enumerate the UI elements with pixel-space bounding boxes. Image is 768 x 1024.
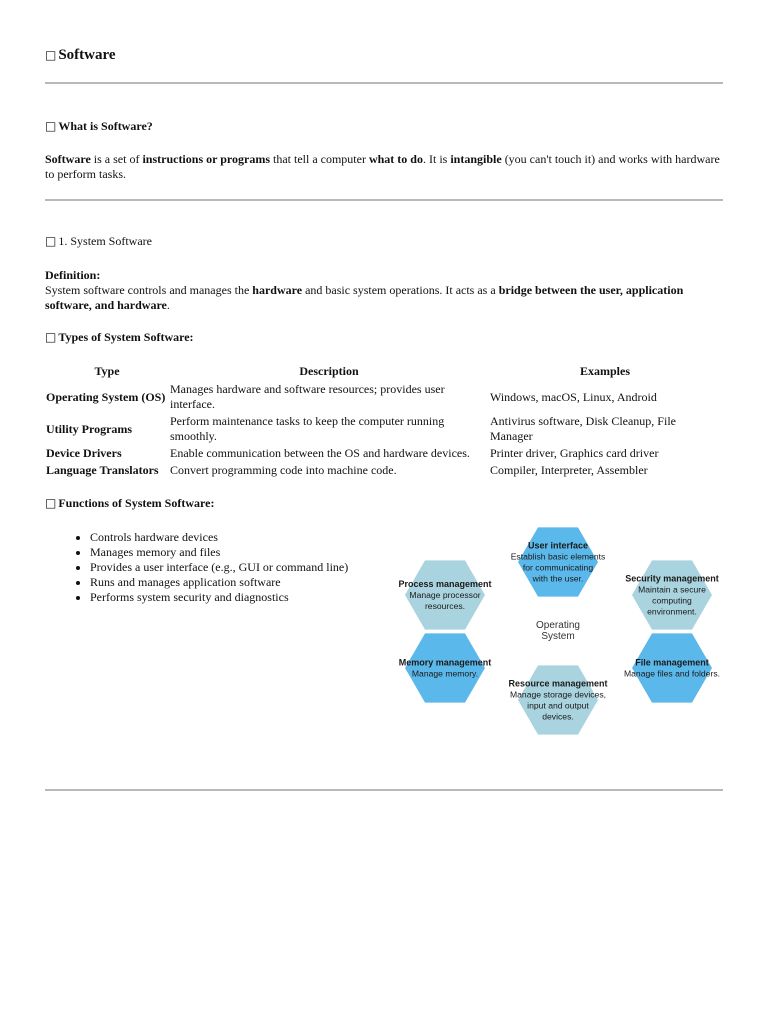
table-header-row bbox=[45, 364, 721, 381]
table-row bbox=[45, 413, 721, 445]
column-header: Description bbox=[299, 364, 359, 378]
resource-management-hex bbox=[508, 665, 607, 734]
description-cell: Convert programming code into machine code. bbox=[170, 463, 397, 477]
table-row bbox=[45, 445, 721, 462]
divider bbox=[45, 82, 723, 84]
list-item: • Provides a user interface (e.g., GUI or command line) bbox=[90, 560, 348, 575]
list-item: • Runs and manages application software bbox=[90, 575, 348, 590]
page-title: □ Software bbox=[45, 47, 116, 63]
examples-cell: Windows, macOS, Linux, Android bbox=[490, 389, 657, 404]
list-item: • Performs system security and diagnostics bbox=[90, 590, 348, 605]
heading-glyph-icon: □ bbox=[45, 496, 57, 510]
type-cell: Device Drivers bbox=[46, 446, 122, 460]
hex-description: computing bbox=[652, 595, 692, 606]
hex-description: with the user. bbox=[532, 573, 584, 584]
list-item: • Manages memory and files bbox=[90, 545, 348, 560]
examples-cell: Compiler, Interpreter, Assembler bbox=[490, 463, 648, 477]
description-cell: Manages hardware and software resources; provides user interface. bbox=[170, 382, 445, 411]
type-cell: Language Translators bbox=[46, 463, 159, 477]
heading-glyph-icon: □ bbox=[45, 330, 57, 344]
os-functions-diagram bbox=[395, 520, 720, 742]
hex-title: Memory management bbox=[398, 657, 492, 668]
hex-description: resources. bbox=[424, 601, 466, 611]
software-definition-paragraph: Software is a set of instructions or programs that tell a computer what to do. It is intangible (you can't touch it) and works with hardware to perform tasks. bbox=[45, 152, 720, 181]
system-software-definition: System software controls and manages the hardware and basic system operations. It acts as a bridge between the user, application software, and hardware. bbox=[45, 283, 684, 312]
user-interface-hex bbox=[511, 527, 606, 596]
section-heading-what-is-software: □ What is Software? bbox=[45, 119, 153, 133]
hex-title: Process management bbox=[398, 579, 492, 589]
examples-cell: Antivirus software, Disk Cleanup, File Manager bbox=[490, 414, 676, 443]
definition-label: Definition: bbox=[45, 268, 101, 282]
hex-description: Establish basic elements bbox=[510, 551, 606, 562]
description-cell: Perform maintenance tasks to keep the computer running smoothly. bbox=[170, 414, 445, 443]
column-header: Type bbox=[94, 364, 120, 378]
hex-description: environment. bbox=[647, 606, 697, 617]
heading-glyph-icon: □ bbox=[45, 119, 57, 133]
heading-glyph-icon: □ bbox=[45, 234, 57, 248]
section-heading-types: □ Types of System Software: bbox=[45, 330, 194, 344]
hex-description: Manage processor bbox=[409, 590, 481, 600]
functions-list bbox=[45, 530, 348, 605]
type-cell: Operating System (OS) bbox=[46, 389, 166, 404]
section-heading-system-software: □ 1. System Software bbox=[45, 234, 152, 248]
hex-description: input and output bbox=[527, 700, 589, 711]
security-management-hex bbox=[625, 560, 719, 629]
hex-title: Resource management bbox=[508, 678, 608, 689]
hex-description: for communicating bbox=[522, 562, 594, 573]
hex-description: Maintain a secure bbox=[638, 584, 706, 595]
column-header: Examples bbox=[579, 364, 630, 378]
section-heading-functions: □ Functions of System Software: bbox=[45, 496, 215, 510]
types-table bbox=[45, 364, 721, 479]
hex-description: Manage files and folders. bbox=[623, 668, 720, 679]
process-management-hex bbox=[398, 560, 491, 629]
memory-management-hex bbox=[399, 633, 492, 702]
file-management-hex bbox=[624, 633, 720, 702]
center-label-line: System bbox=[541, 631, 575, 642]
center-label bbox=[536, 620, 580, 642]
divider bbox=[45, 789, 723, 791]
table-row bbox=[45, 381, 721, 413]
hex-description: devices. bbox=[542, 711, 574, 722]
hex-title: Security management bbox=[625, 573, 719, 584]
hex-description: Manage memory. bbox=[411, 668, 479, 679]
divider bbox=[45, 199, 723, 201]
examples-cell: Printer driver, Graphics card driver bbox=[490, 446, 659, 460]
hex-title: User interface bbox=[527, 540, 589, 551]
hex-description: Manage storage devices, bbox=[509, 689, 607, 700]
table-row bbox=[45, 462, 721, 479]
center-label-line: Operating bbox=[536, 620, 580, 631]
list-item: • Controls hardware devices bbox=[90, 530, 348, 545]
type-cell: Utility Programs bbox=[46, 421, 133, 436]
description-cell: Enable communication between the OS and hardware devices. bbox=[170, 446, 470, 460]
hex-title: File management bbox=[635, 657, 709, 668]
title-glyph-icon: □ bbox=[45, 48, 57, 62]
